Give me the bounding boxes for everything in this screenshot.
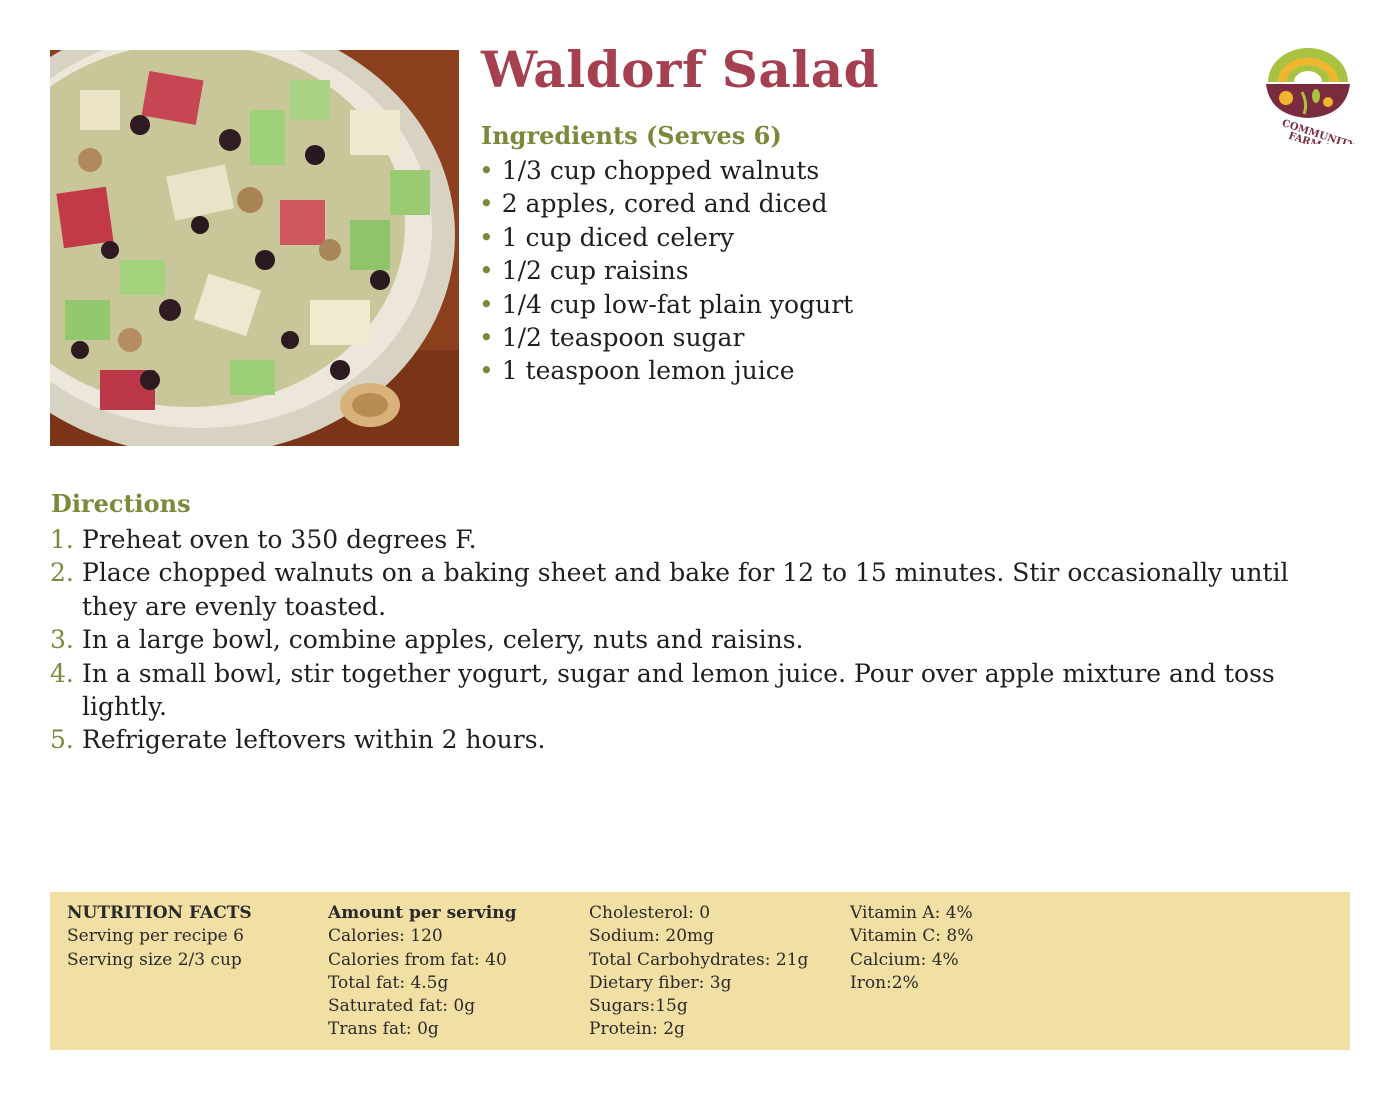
nutrition-column-amount (328, 902, 517, 1042)
ingredient-item (479, 154, 853, 187)
farm-basket-icon (1262, 48, 1354, 144)
step-number: 3. (50, 625, 74, 655)
directions-list (50, 523, 1350, 757)
directions-heading: Directions (51, 489, 191, 518)
ingredient-text: 1/4 cup low-fat plain yogurt (501, 289, 854, 319)
ingredient-text: 1/3 cup chopped walnuts (501, 156, 820, 185)
community-farm-share-logo (1262, 48, 1354, 144)
ingredients-heading: Ingredients (Serves 6) (481, 121, 782, 150)
nutrition-line: Calories from fat: 40 (328, 949, 507, 970)
step-text: Refrigerate leftovers within 2 hours. (82, 725, 546, 755)
step-text: Preheat oven to 350 degrees F. (82, 525, 477, 554)
nutrition-line: Sugars:15g (589, 996, 688, 1017)
salad-photo (50, 50, 459, 446)
ingredient-text: 1/2 teaspoon sugar (501, 323, 745, 353)
step-number: 4. (50, 658, 74, 688)
nutrition-line: Calcium: 4% (850, 949, 959, 970)
step-number: 2. (50, 558, 74, 588)
nutrition-line: Serving size 2/3 cup (67, 949, 242, 970)
step-text: In a small bowl, stir together yogurt, sugar and lemon juice. Pour over apple mixture and toss lightly. (82, 658, 1275, 722)
bullet-icon: • (479, 156, 494, 185)
nutrition-line: Calories: 120 (328, 926, 443, 947)
ingredient-item (479, 187, 853, 220)
nutrition-column-vitamins (850, 902, 973, 995)
nutrition-line: Total Carbohydrates: 21g (589, 949, 809, 970)
nutrition-line: Cholesterol: 0 (589, 903, 711, 923)
step-text: In a large bowl, combine apples, celery, nuts and raisins. (82, 625, 804, 655)
ingredient-text: 1/2 cup raisins (501, 256, 689, 286)
ingredient-item (479, 221, 853, 254)
nutrition-line: Iron:2% (850, 972, 919, 993)
direction-step (50, 623, 1350, 656)
ingredient-text: 2 apples, cored and diced (501, 189, 828, 219)
bullet-icon: • (479, 323, 494, 353)
bullet-icon: • (479, 289, 494, 319)
bullet-icon: • (479, 356, 494, 386)
ingredient-text: 1 cup diced celery (501, 222, 735, 252)
nutrition-line: Total fat: 4.5g (328, 972, 449, 993)
nutrition-line: Saturated fat: 0g (328, 996, 476, 1017)
direction-step (50, 523, 1350, 556)
nutrition-line: Sodium: 20mg (589, 926, 715, 947)
step-text: Place chopped walnuts on a baking sheet and bake for 12 to 15 minutes. Stir occasionally until they are evenly toasted. (82, 558, 1289, 621)
nutrition-column-serving (67, 902, 252, 972)
direction-step (50, 657, 1350, 724)
step-number: 1. (50, 525, 74, 554)
ingredient-item (479, 321, 853, 354)
ingredient-item (479, 288, 853, 321)
nutrition-line: Serving per recipe 6 (67, 926, 244, 947)
nutrition-line: Protein: 2g (589, 1019, 685, 1040)
nutrition-line: Trans fat: 0g (328, 1019, 439, 1040)
ingredient-item (479, 254, 853, 287)
step-number: 5. (50, 725, 74, 755)
bullet-icon: • (479, 222, 494, 252)
nutrition-subheading: Amount per serving (328, 903, 517, 923)
svg-text:COMMUNITY: COMMUNITY (1280, 118, 1354, 144)
direction-step (50, 723, 1350, 756)
recipe-title: Waldorf Salad (481, 40, 880, 99)
direction-step (50, 556, 1350, 623)
nutrition-line: Vitamin C: 8% (850, 926, 974, 947)
nutrition-heading: NUTRITION FACTS (67, 903, 252, 923)
ingredients-list (479, 154, 853, 388)
nutrition-line: Dietary fiber: 3g (589, 972, 732, 993)
nutrition-facts-panel (50, 892, 1350, 1050)
nutrition-column-macros (589, 902, 808, 1042)
bullet-icon: • (479, 189, 494, 219)
nutrition-line: Vitamin A: 4% (850, 903, 973, 923)
bullet-icon: • (479, 256, 494, 286)
ingredient-item (479, 354, 853, 387)
ingredient-text: 1 teaspoon lemon juice (501, 356, 795, 386)
